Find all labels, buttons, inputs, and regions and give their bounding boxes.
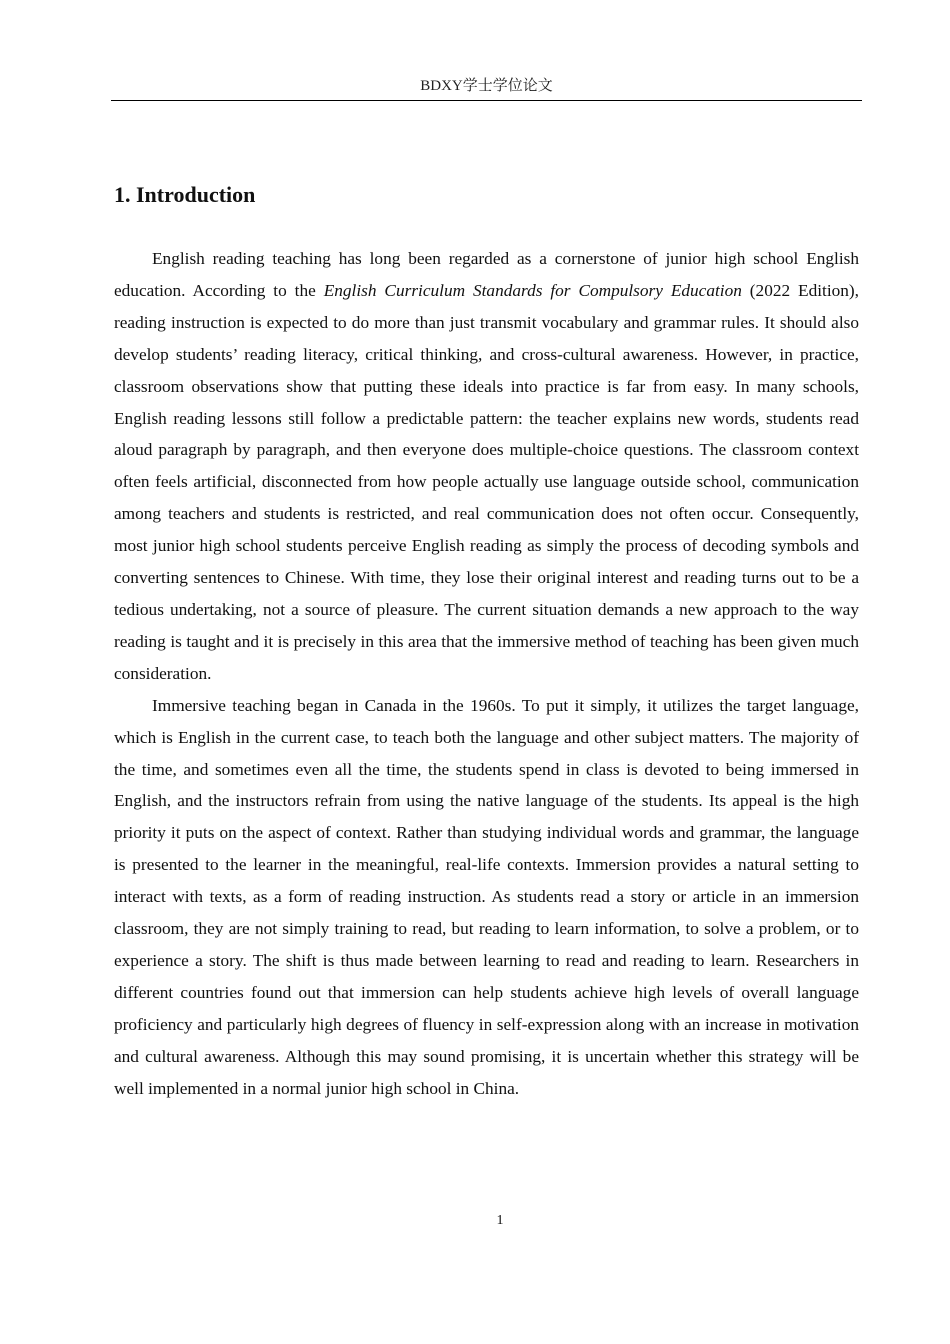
running-header: BDXY学士学位论文: [420, 78, 553, 94]
header-rule: [111, 100, 862, 101]
paragraph-1: [114, 243, 859, 690]
paragraph-1-text-before-title: English reading teaching has long been regarded as a cornerstone of junior high school English education. According to the: [114, 249, 859, 300]
section-heading: 1. Introduction: [114, 182, 256, 207]
body-text: [114, 243, 859, 1104]
paragraph-1-text-after-title: (2022 Edition), reading instruction is expected to do more than just transmit vocabulary and grammar rules. It should also develop students’ reading literacy, critical thinking, and cross-cultural awareness. However, in practice, classroom observations show that putting these ideals into practice is far from easy. In many schools, English reading lessons still follow a predictable pattern: the teacher explains new words, students read aloud paragraph by paragraph, and then everyone does multiple-choice questions. The classroom context often feels artificial, disconnected from how people actually use language outside school, communication among teachers and students is restricted, and real communication does not often occur. Consequently, most junior high school students perceive English reading as simply the process of decoding symbols and converting sentences to Chinese. With time, they lose their original interest and reading turns out to be a tedious undertaking, not a source of pleasure. The current situation demands a new approach to the way reading is taught and it is precisely in this area that the immersive method of teaching has been given much consideration.: [114, 280, 859, 683]
page-number: 1: [496, 1213, 504, 1228]
paragraph-2: Immersive teaching began in Canada in the 1960s. To put it simply, it utilizes the target language, which is English in the current case, to teach both the language and other subject matters. The majority of the time, and sometimes even all the time, the students spend in class is devoted to being immersed in English, and the instructors refrain from using the native language of the students. Its appeal is the high priority it puts on the aspect of context. Rather than studying individual words and grammar, the language is presented to the learner in the meaningful, real-life contexts. Immersion provides a natural setting to interact with texts, as a form of reading instruction. As students read a story or article in an immersion classroom, they are not simply training to read, but reading to learn information, to solve a problem, or to experience a story. The shift is thus made between learning to read and reading to learn. Researchers in different countries found out that immersion can help students achieve high levels of overall language proficiency and particularly high degrees of fluency in self-expression along with an increase in motivation and cultural awareness. Although this may sound promising, it is uncertain whether this strategy will be well implemented in a normal junior high school in China.: [114, 695, 859, 1098]
curriculum-standards-title: English Curriculum Standards for Compulsory Education: [323, 280, 742, 300]
